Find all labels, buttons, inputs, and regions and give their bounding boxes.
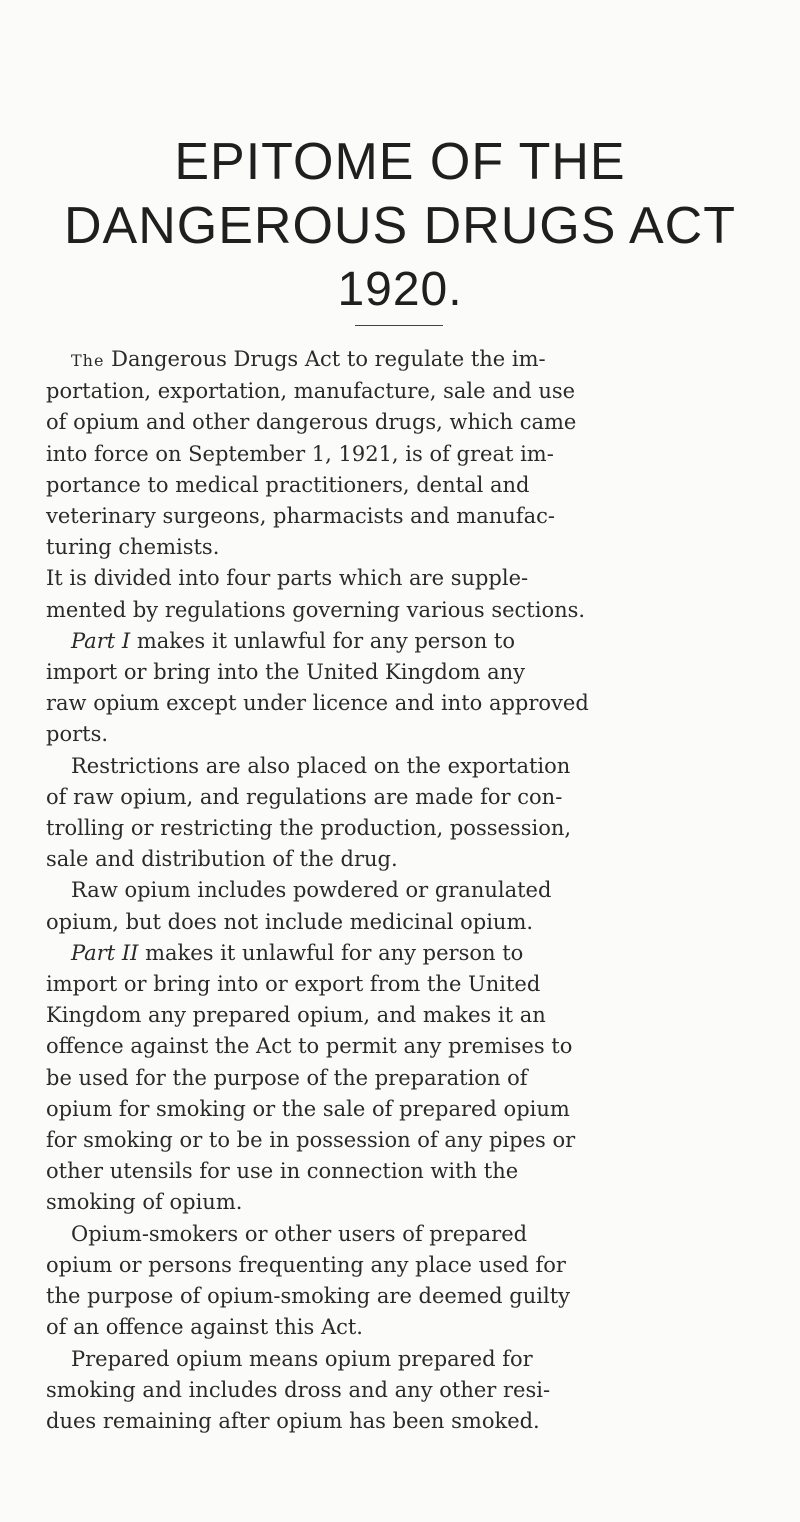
- text-line: [46, 626, 766, 657]
- text-line: mented by regulations governing various sections.: [46, 597, 586, 622]
- part-heading: Part I: [71, 628, 131, 653]
- text-line: Restrictions are also placed on the exportation: [71, 753, 571, 778]
- body-text: [46, 344, 766, 1437]
- title-line-2: DANGEROUS DRUGS ACT: [64, 197, 736, 255]
- title-divider: [355, 325, 443, 326]
- text-line: portance to medical practitioners, dental and: [46, 472, 530, 497]
- text-line-rest: makes it unlawful for any person to: [130, 628, 515, 653]
- text-line: raw opium except under licence and into approved: [46, 691, 589, 716]
- text-line: opium, but does not include medicinal opium.: [46, 909, 534, 934]
- text-line: import or bring into or export from the United: [46, 972, 541, 997]
- text-line: It is divided into four parts which are supple-: [46, 566, 529, 591]
- text-line: Kingdom any prepared opium, and makes it an: [46, 1003, 546, 1028]
- text-line: smoking of opium.: [46, 1190, 243, 1215]
- text-line: smoking and includes dross and any other resi-: [46, 1377, 551, 1402]
- text-line: of raw opium, and regulations are made for con-: [46, 784, 563, 809]
- lead-smallcaps: The: [71, 351, 105, 370]
- text-line: opium for smoking or the sale of prepared opium: [46, 1096, 570, 1121]
- text-line: offence against the Act to permit any premises to: [46, 1034, 573, 1059]
- text-line: sale and distribution of the drug.: [46, 847, 398, 872]
- text-line: [46, 344, 766, 376]
- text-line: [46, 938, 766, 969]
- text-line: Prepared opium means opium prepared for: [71, 1346, 533, 1371]
- text-line-rest: Dangerous Drugs Act to regulate the im-: [104, 347, 546, 371]
- text-line: portation, exportation, manufacture, sale and use: [46, 379, 576, 404]
- text-line: be used for the purpose of the preparation of: [46, 1065, 528, 1090]
- text-line: of an offence against this Act.: [46, 1315, 363, 1340]
- text-line: trolling or restricting the production, possession,: [46, 816, 572, 841]
- document-title: [0, 130, 800, 322]
- text-line: the purpose of opium-smoking are deemed guilty: [46, 1284, 571, 1309]
- text-line: of opium and other dangerous drugs, which came: [46, 410, 577, 435]
- text-line: ports.: [46, 722, 109, 747]
- text-line: Opium-smokers or other users of prepared: [71, 1221, 528, 1246]
- text-line: for smoking or to be in possession of any pipes or: [46, 1128, 576, 1153]
- text-line: dues remaining after opium has been smoked.: [46, 1408, 540, 1433]
- text-line: other utensils for use in connection with the: [46, 1159, 519, 1184]
- part-heading: Part II: [71, 940, 139, 965]
- title-year: 1920.: [337, 263, 463, 316]
- text-line: into force on September 1, 1921, is of great im-: [46, 441, 554, 466]
- text-line: opium or persons frequenting any place used for: [46, 1252, 566, 1277]
- text-line: Raw opium includes powdered or granulated: [71, 878, 552, 903]
- text-line: veterinary surgeons, pharmacists and manufac-: [46, 504, 555, 529]
- text-line: import or bring into the United Kingdom any: [46, 660, 526, 685]
- title-line-1: EPITOME OF THE: [174, 133, 626, 191]
- text-line-rest: makes it unlawful for any person to: [138, 940, 524, 965]
- text-line: turing chemists.: [46, 535, 220, 560]
